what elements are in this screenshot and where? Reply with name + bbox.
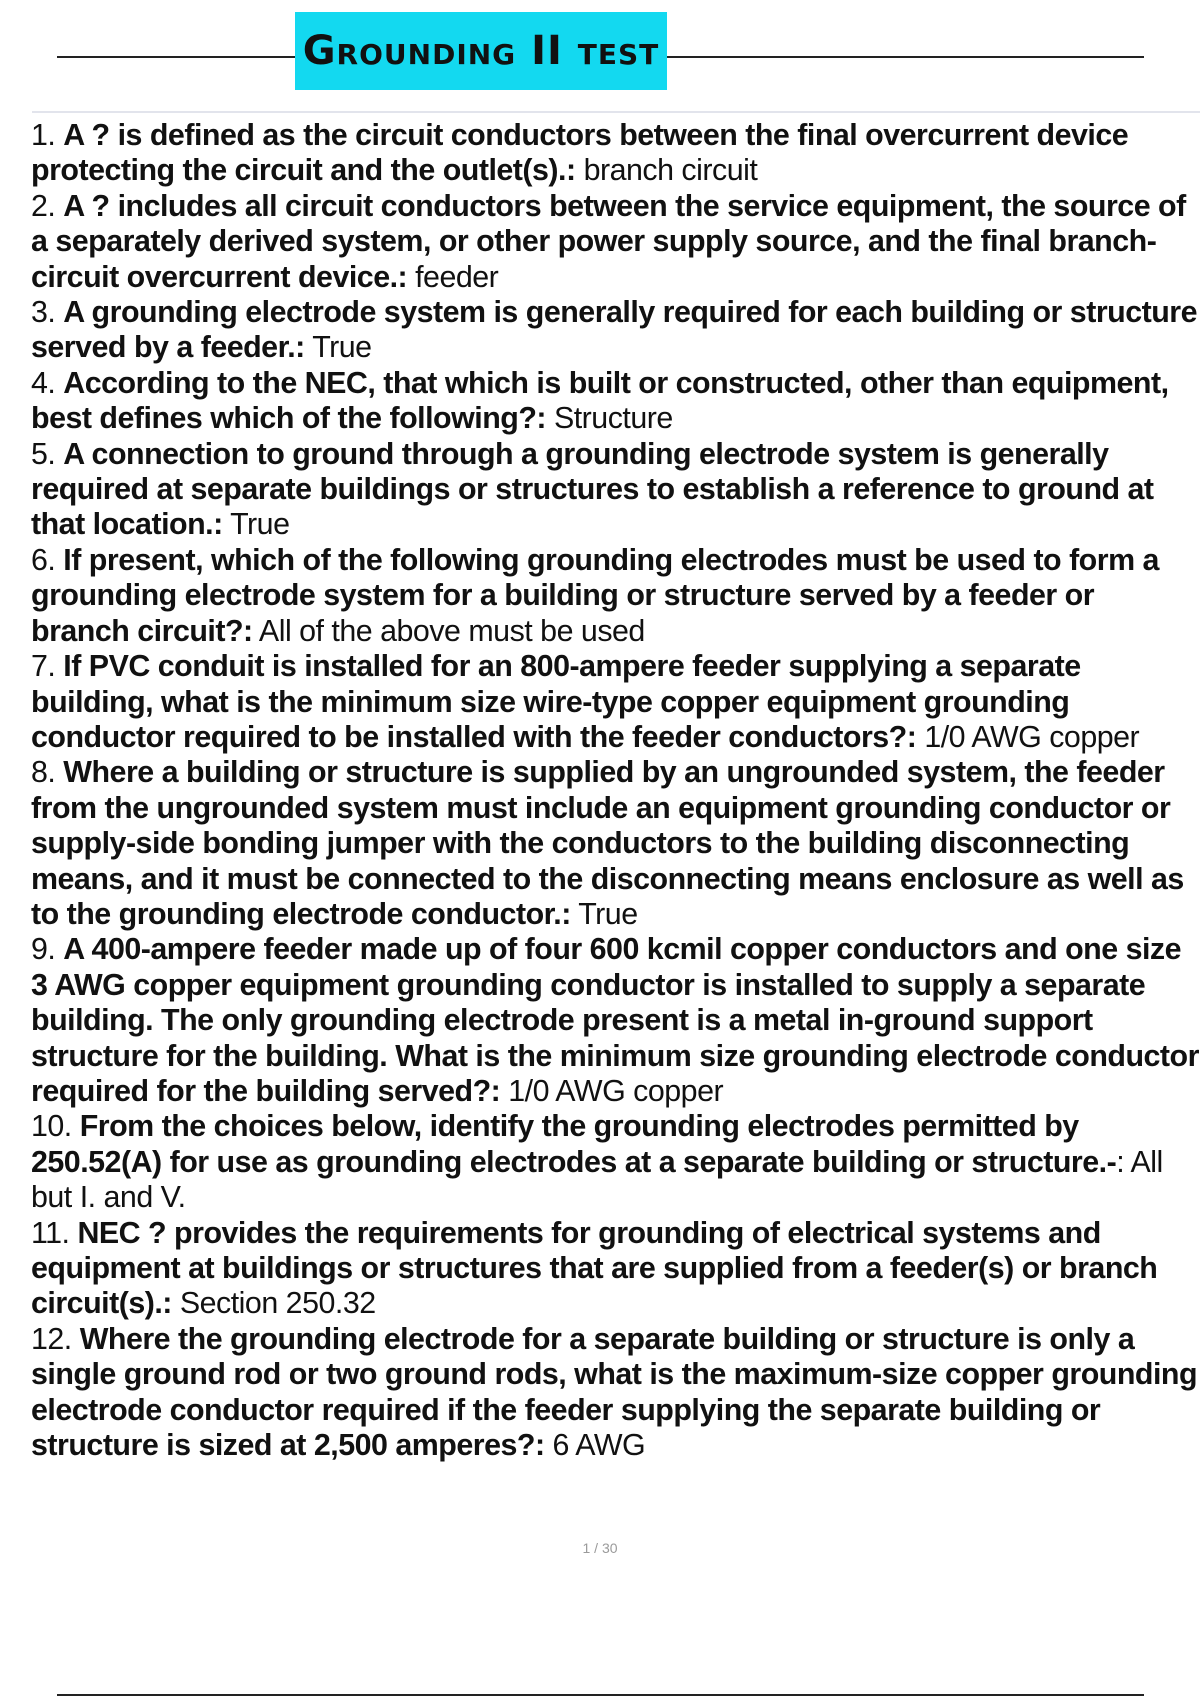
question-item <box>31 649 1200 755</box>
question-text: From the choices below, identify the grounding electrodes permitted by 250.52(A) for use as grounding electrodes at a separate building or structure.- <box>31 1109 1117 1179</box>
question-number: 8. <box>31 755 64 790</box>
question-item <box>31 118 1200 189</box>
answer-text: branch circuit <box>575 153 758 188</box>
question-text: A ? is defined as the circuit conductors between the final overcurrent device protecting the circuit and the outlet(s).: <box>31 118 1129 188</box>
question-item <box>31 189 1200 295</box>
question-item <box>31 295 1200 366</box>
question-item <box>31 543 1200 649</box>
question-text: Where the grounding electrode for a separate building or structure is only a single ground rod or two ground rods, what is the maximum-size copper grounding electrode conductor required if the feeder supplying the separate building or structure is sized at 2,500 amperes?: <box>31 1321 1198 1463</box>
question-list <box>31 118 1200 1463</box>
question-text: A connection to ground through a grounding electrode system is generally required at separate buildings or structures to establish a reference to ground at that location.: <box>31 436 1154 542</box>
question-text: According to the NEC, that which is built or constructed, other than equipment, best defines which of the following?: <box>31 365 1169 436</box>
question-number: 9. <box>31 932 64 967</box>
question-number: 1. <box>31 118 64 152</box>
answer-text: Section 250.32 <box>171 1286 376 1321</box>
question-text: A grounding electrode system is generally required for each building or structure served by a feeder.: <box>31 295 1198 365</box>
answer-text: True <box>570 896 638 931</box>
question-item <box>31 932 1200 1109</box>
title-separator <box>32 111 1200 113</box>
question-item <box>31 755 1200 932</box>
answer-text: True <box>304 330 372 365</box>
answer-text: 6 AWG <box>544 1428 646 1463</box>
question-text: Where a building or structure is supplied by an ungrounded system, the feeder from the ungrounded system must include an equipment grounding conductor or supply-side bonding jumper with the conductors to the building disconnecting means, and it must be connected to the disconnecting means enclosure as well as to the grounding electrode conductor.: <box>31 755 1184 931</box>
question-item <box>31 1109 1200 1215</box>
page-counter: 1 / 30 <box>582 1540 618 1556</box>
question-text: A 400-ampere feeder made up of four 600 kcmil copper conductors and one size 3 AWG copper equipment grounding conductor is installed to supply a separate building. The only grounding electrode present is a metal in-ground support structure for the building. What is the minimum size grounding electrode conductor required for the building served?: <box>31 932 1199 1108</box>
question-text: A ? includes all circuit conductors between the service equipment, the source of a separately derived system, or other power supply source, and the final branch-circuit overcurrent device.: <box>31 188 1186 294</box>
question-number: 5. <box>31 436 64 471</box>
question-item <box>31 437 1200 543</box>
answer-text: feeder <box>407 259 499 294</box>
question-number: 12. <box>31 1321 80 1356</box>
question-number: 2. <box>31 188 64 223</box>
answer-text: Structure <box>546 401 673 436</box>
question-number: 4. <box>31 365 64 400</box>
question-text: If present, which of the following grounding electrodes must be used to form a grounding electrode system for a building or structure served by a feeder or branch circuit?: <box>31 542 1159 648</box>
question-number: 6. <box>31 542 64 577</box>
question-item <box>31 1322 1200 1464</box>
question-number: 11. <box>31 1215 78 1250</box>
question-number: 3. <box>31 295 64 330</box>
footer-rule <box>57 1694 1144 1696</box>
question-number: 10. <box>31 1109 80 1144</box>
question-item <box>31 1216 1200 1322</box>
answer-text: 1/0 AWG copper <box>916 719 1140 754</box>
question-text: If PVC conduit is installed for an 800-ampere feeder supplying a separate building, what is the minimum size wire-type copper equipment grounding conductor required to be installed with the feeder conductors?: <box>31 649 1081 754</box>
header-rule-left <box>57 56 295 58</box>
question-text: NEC ? provides the requirements for grounding of electrical systems and equipment at buildings or structures that are supplied from a feeder(s) or branch circuit(s).: <box>31 1215 1158 1321</box>
question-number: 7. <box>31 649 64 684</box>
page-title: Grounding II test <box>302 28 660 74</box>
answer-text: : All but I. and V. <box>31 1144 1163 1215</box>
header-rule-right <box>666 56 1144 58</box>
title-banner <box>295 12 667 90</box>
question-item <box>31 366 1200 437</box>
answer-text: True <box>222 507 290 542</box>
answer-text: All of the above must be used <box>252 613 645 648</box>
answer-text: 1/0 AWG copper <box>500 1073 724 1108</box>
